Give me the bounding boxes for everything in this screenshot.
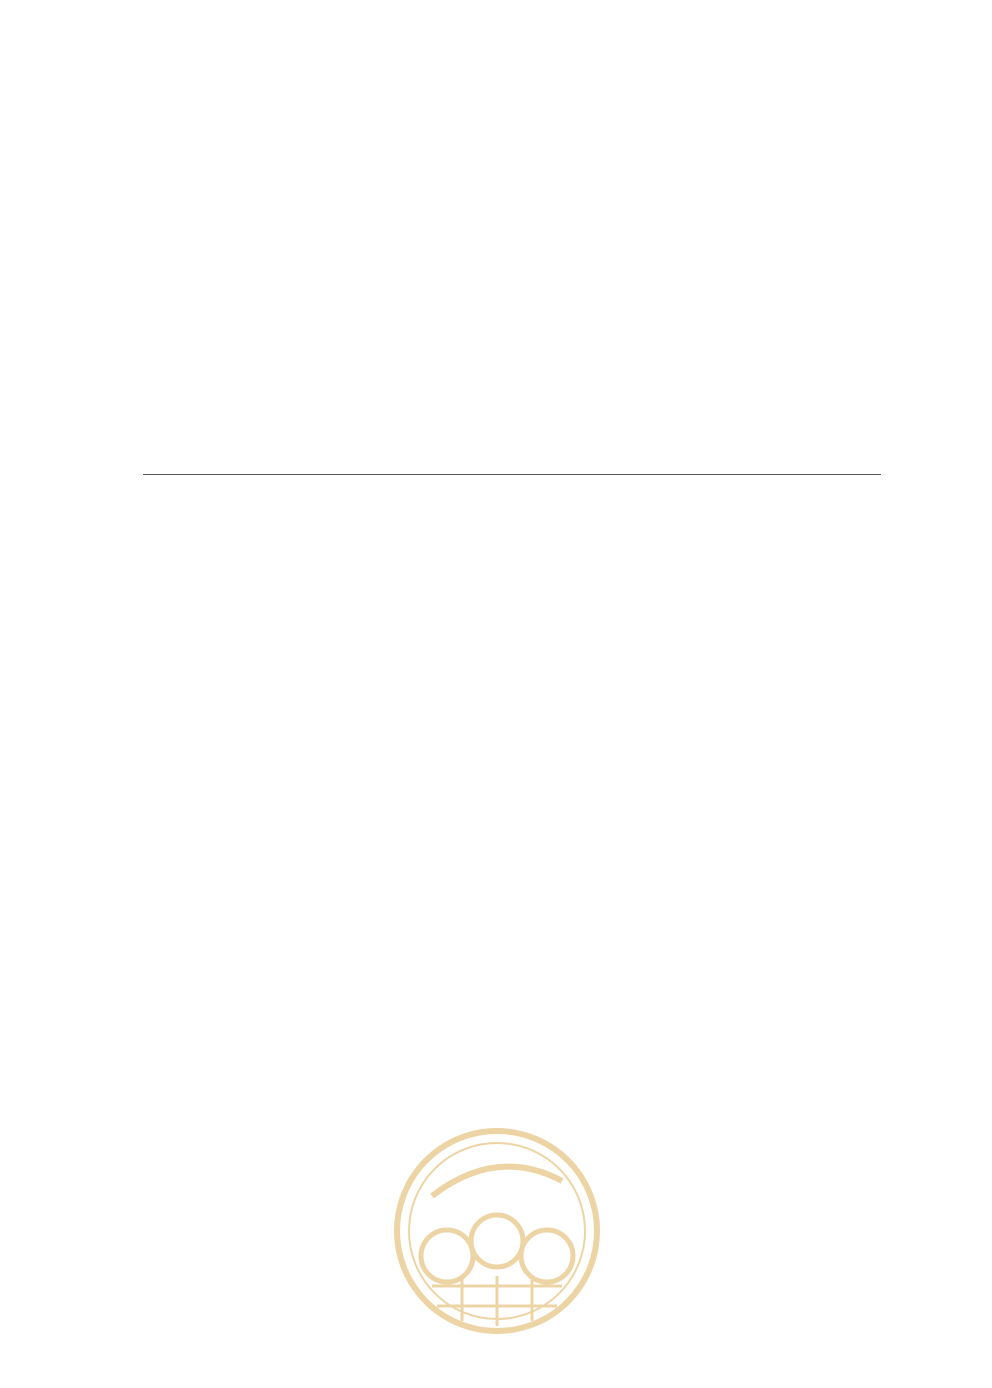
- chapter-header[interactable]: [143, 434, 881, 475]
- watermark-logo: [392, 1126, 602, 1336]
- toc-heading-row[interactable]: [143, 125, 881, 161]
- toc-section-top: [143, 125, 881, 161]
